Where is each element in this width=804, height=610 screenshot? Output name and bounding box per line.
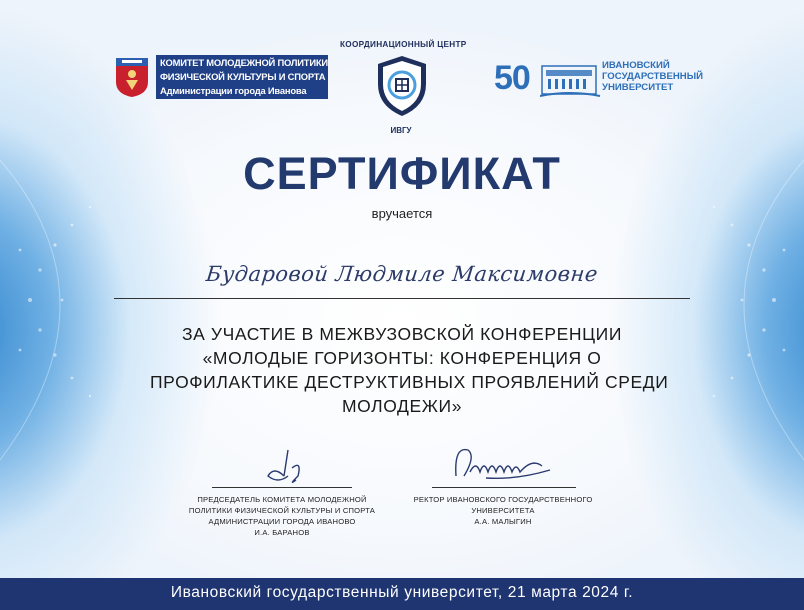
footer-text: Ивановский государственный университет, 21 марта 2024 г. (170, 584, 634, 601)
right-signature-line (432, 487, 576, 488)
left-handwritten-signature (258, 446, 318, 486)
coordination-center-logo (340, 40, 467, 144)
university-logo (494, 56, 704, 104)
committee-logo (114, 52, 326, 102)
certificate-title: СЕРТИФИКАТ (243, 148, 561, 199)
signer-line: УНИВЕРСИТЕТА (471, 506, 535, 515)
anniversary-number: 50 (494, 59, 530, 97)
signer-line: АДМИНИСТРАЦИИ ГОРОДА ИВАНОВО (208, 517, 356, 526)
university-name: ИВАНОВСКИЙ ГОСУДАРСТВЕННЫЙ УНИВЕРСИТЕТ (602, 60, 704, 93)
recipient-name: Бударовой Людмиле Максимовне (204, 262, 600, 286)
footer-bar (0, 578, 804, 610)
signer-line: И.А. БАРАНОВ (254, 528, 310, 537)
signer-line: ПОЛИТИКИ ФИЗИЧЕСКОЙ КУЛЬТУРЫ И СПОРТА (188, 506, 376, 515)
reason-line: МОЛОДЕЖИ» (341, 396, 463, 416)
signer-line: РЕКТОР ИВАНОВСКОГО ГОСУДАРСТВЕННОГО (413, 495, 593, 504)
award-reason (150, 322, 669, 418)
right-handwritten-signature (446, 436, 556, 486)
left-signer-block (170, 494, 394, 538)
reason-line: «МОЛОДЫЕ ГОРИЗОНТЫ: КОНФЕРЕНЦИЯ О (202, 348, 602, 368)
center-title: КООРДИНАЦИОННЫЙ ЦЕНТР (340, 40, 467, 49)
city-crest-icon (114, 56, 150, 98)
reason-line: ПРОФИЛАКТИКЕ ДЕСТРУКТИВНЫХ ПРОЯВЛЕНИЙ СРЕДИ (150, 372, 669, 392)
center-abbr: ИВГУ (390, 126, 412, 135)
committee-name: КОМИТЕТ МОЛОДЕЖНОЙ ПОЛИТИКИ ФИЗИЧЕСКОЙ КУЛЬТУРЫ И СПОРТА Администрации города Иванова (156, 55, 328, 99)
left-signature-line (212, 487, 352, 488)
recipient-underline (114, 298, 690, 299)
signer-line: А.А. МАЛЫГИН (474, 517, 532, 526)
university-building-icon (540, 60, 602, 100)
signer-line: ПРЕДСЕДАТЕЛЬ КОМИТЕТА МОЛОДЕЖНОЙ (197, 495, 367, 504)
right-signer-block (396, 494, 610, 527)
reason-line: ЗА УЧАСТИЕ В МЕЖВУЗОВСКОЙ КОНФЕРЕНЦИИ (181, 324, 623, 344)
shield-icon (375, 54, 429, 118)
awarded-text: вручается (371, 206, 433, 221)
